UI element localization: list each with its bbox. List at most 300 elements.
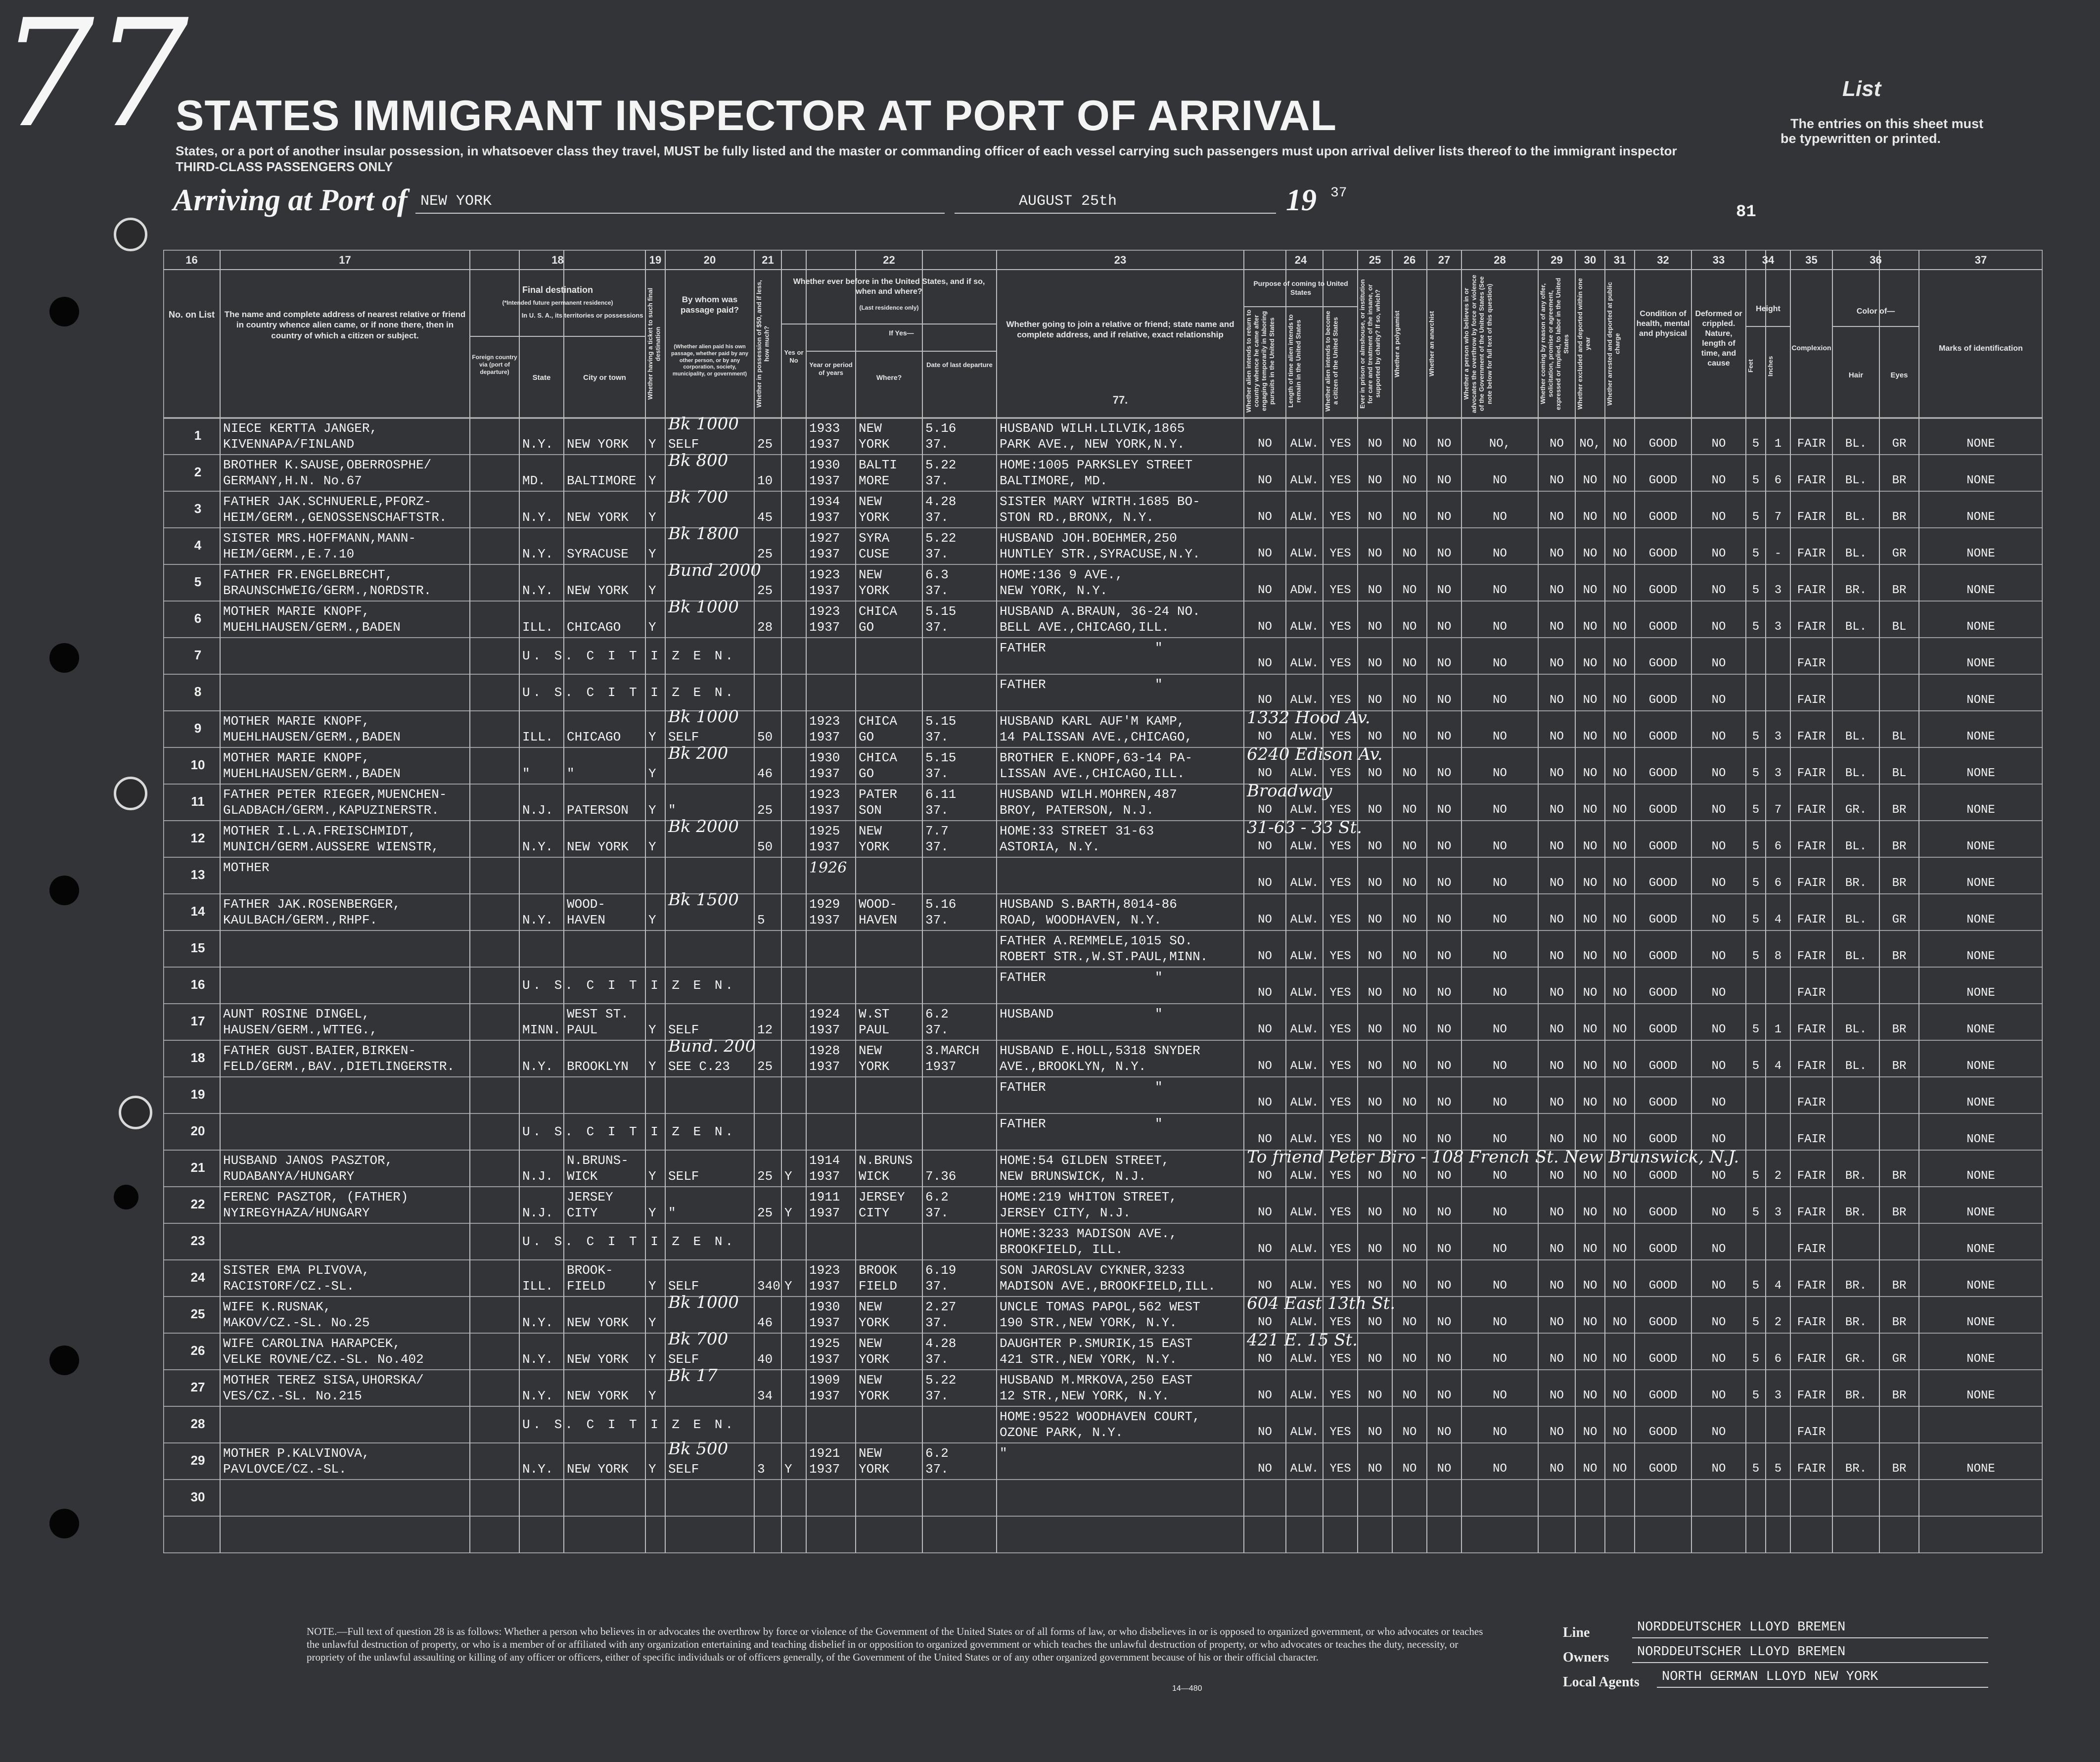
join-line-2: LISSAN AVE.,CHICAGO,ILL. bbox=[1000, 766, 1185, 781]
relative-line-2: HEIM/GERM.,E.7.10 bbox=[223, 547, 355, 561]
header-prison: Ever in prison or almshouse, or institution for care and treatment of the insane, or supported by charity? If so, which? bbox=[1359, 279, 1382, 409]
destination-city: NEW YORK bbox=[567, 839, 629, 854]
column-number: 34 bbox=[1762, 254, 1775, 266]
relative-line-1: MOTHER P.KALVINOVA, bbox=[223, 1446, 370, 1461]
purpose-length: ALW. bbox=[1290, 840, 1319, 853]
complexion: FAIR bbox=[1797, 694, 1826, 707]
where-line-1: NEW bbox=[859, 421, 882, 436]
answer-deported: NO bbox=[1612, 730, 1627, 743]
ticket-flag: Y bbox=[648, 620, 656, 635]
where-line-2: PAUL bbox=[859, 1022, 890, 1037]
ticket-flag: Y bbox=[648, 473, 656, 488]
footer-agents-label: Local Agents bbox=[1563, 1674, 1640, 1690]
eye-color: BR bbox=[1892, 1279, 1907, 1293]
height-feet: 5 bbox=[1752, 1206, 1760, 1219]
answer-deported: NO bbox=[1612, 657, 1627, 670]
purpose-length: ALW. bbox=[1290, 913, 1319, 927]
binder-hole bbox=[49, 876, 79, 905]
relative-line-1: BROTHER K.SAUSE,OBERROSPHE/ bbox=[223, 458, 432, 472]
departure-line-2: 37. bbox=[925, 1352, 949, 1367]
deformed: NO bbox=[1711, 584, 1726, 597]
ticket-flag: Y bbox=[648, 547, 656, 561]
footer-agents-rule bbox=[1657, 1687, 1988, 1688]
year-first: 1930 bbox=[809, 750, 840, 765]
relative-line-2: MAKOV/CZ.-SL. No.25 bbox=[223, 1315, 370, 1330]
deformed: NO bbox=[1711, 1133, 1726, 1146]
purpose-length: ALW. bbox=[1290, 1023, 1319, 1036]
destination-state: ILL. bbox=[522, 1279, 553, 1294]
binder-hole bbox=[49, 643, 79, 673]
purpose-return: NO bbox=[1258, 767, 1272, 780]
deformed: NO bbox=[1711, 1426, 1726, 1439]
year-last: 1937 bbox=[809, 803, 840, 818]
header-last-residence: (Last residence only) bbox=[859, 304, 919, 311]
header-hair: Hair bbox=[1848, 371, 1864, 379]
header-passage-paid: By whom was passage paid? bbox=[680, 295, 739, 315]
departure-line-1: 5.22 bbox=[925, 531, 957, 546]
answer-polygamist: NO bbox=[1402, 547, 1417, 560]
answer-labor-offer: NO bbox=[1550, 1133, 1564, 1146]
answer-anarchist: NO bbox=[1437, 1023, 1452, 1036]
answer-prison: NO bbox=[1368, 1133, 1382, 1146]
purpose-citizen: YES bbox=[1329, 510, 1351, 524]
answer-prison: NO bbox=[1368, 437, 1382, 451]
purpose-return: NO bbox=[1258, 1426, 1272, 1439]
where-line-1: NEW bbox=[859, 494, 882, 509]
purpose-return: NO bbox=[1258, 1060, 1272, 1073]
join-line-1: FATHER A.REMMELE,1015 SO. bbox=[1000, 933, 1193, 948]
money-amount: 340 bbox=[757, 1279, 780, 1294]
relative-line-2: GLADBACH/GERM.,KAPUZINERSTR. bbox=[223, 803, 439, 818]
join-line-1: HOME:1005 PARKSLEY STREET bbox=[1000, 458, 1193, 472]
health-condition: GOOD bbox=[1648, 1352, 1678, 1366]
where-line-2: YORK bbox=[859, 1352, 890, 1367]
money-amount: 45 bbox=[757, 510, 773, 525]
relative-line-1: HUSBAND JANOS PASZTOR, bbox=[223, 1153, 393, 1168]
form-class-note: THIRD-CLASS PASSENGERS ONLY bbox=[176, 159, 393, 174]
destination-state: N.Y. bbox=[522, 1315, 553, 1330]
destination-city: CHICAGO bbox=[567, 730, 621, 744]
answer-prison: NO bbox=[1368, 1389, 1382, 1402]
destination-state: N.Y. bbox=[522, 913, 553, 927]
answer-overthrow: NO bbox=[1493, 1133, 1507, 1146]
ticket-flag: Y bbox=[648, 583, 656, 598]
answer-polygamist: NO bbox=[1402, 1096, 1417, 1110]
purpose-return: NO bbox=[1258, 950, 1272, 963]
row-number: 22 bbox=[190, 1197, 205, 1211]
answer-labor-offer: NO bbox=[1550, 803, 1564, 817]
health-condition: GOOD bbox=[1648, 437, 1678, 451]
footer-line-rule bbox=[1632, 1637, 1988, 1638]
join-line-2: BELL AVE.,CHICAGO,ILL. bbox=[1000, 620, 1170, 635]
row-number: 30 bbox=[190, 1489, 205, 1504]
answer-polygamist: NO bbox=[1402, 437, 1417, 451]
purpose-return: NO bbox=[1258, 584, 1272, 597]
header-going-to-join: Whether going to join a relative or friend; state name and complete address, and if relative, exact relationship bbox=[1006, 320, 1234, 340]
relative-line-2: VELKE ROVNE/CZ.-SL. No.402 bbox=[223, 1352, 424, 1367]
answer-excluded: NO bbox=[1583, 657, 1598, 670]
join-line-1: FATHER bbox=[1000, 641, 1046, 655]
header-24b: Length of time alien intends to remain in the United States bbox=[1287, 314, 1302, 408]
answer-polygamist: NO bbox=[1402, 657, 1417, 670]
year-first: 1924 bbox=[809, 1007, 840, 1021]
answer-overthrow: NO bbox=[1493, 767, 1507, 780]
year-first: 1911 bbox=[809, 1190, 840, 1205]
departure-line-1: 6.2 bbox=[925, 1007, 949, 1021]
health-condition: GOOD bbox=[1648, 986, 1678, 1000]
deformed: NO bbox=[1711, 803, 1726, 817]
money-amount: 46 bbox=[757, 766, 773, 781]
where-line-2: SON bbox=[859, 803, 882, 818]
height-feet: 5 bbox=[1752, 1316, 1760, 1329]
row-number: 9 bbox=[194, 721, 202, 736]
purpose-citizen: YES bbox=[1329, 620, 1351, 634]
deformed: NO bbox=[1711, 1206, 1726, 1219]
relative-line-2: RUDABANYA/HUNGARY bbox=[223, 1169, 355, 1184]
column-number: 27 bbox=[1438, 254, 1451, 266]
departure-line-1: 3.MARCH bbox=[925, 1043, 980, 1058]
year-first: 1927 bbox=[809, 531, 840, 546]
where-line-1: NEW bbox=[859, 1299, 882, 1314]
answer-anarchist: NO bbox=[1437, 950, 1452, 963]
header-no-on-list: No. on List bbox=[169, 310, 215, 320]
answer-anarchist: NO bbox=[1437, 510, 1452, 524]
form-subtitle: States, or a port of another insular possession, in whatsoever class they travel, MUST be fully listed and the master or commanding officer of each vessel carrying such passengers must upon arrival deliver lists thereof to the immigrant inspector bbox=[176, 143, 1677, 158]
identification-marks: NONE bbox=[1966, 767, 1995, 780]
join-line-1: HUSBAND bbox=[1000, 1007, 1054, 1021]
health-condition: GOOD bbox=[1648, 657, 1678, 670]
where-line-1: PATER bbox=[859, 787, 898, 802]
header-health: Condition of health, mental and physical bbox=[1636, 310, 1690, 338]
departure-line-1: 4.28 bbox=[925, 1336, 957, 1351]
purpose-length: ADW. bbox=[1290, 584, 1319, 597]
year-first: 1925 bbox=[809, 1336, 840, 1351]
height-feet: 5 bbox=[1752, 437, 1760, 451]
relative-line-1: MOTHER MARIE KNOPF, bbox=[223, 604, 370, 619]
list-instructions-1: The entries on this sheet must bbox=[1790, 116, 1984, 131]
height-inches: 1 bbox=[1774, 1023, 1782, 1036]
destination-city: BROOKLYN bbox=[567, 1059, 629, 1074]
departure-line-2: 37. bbox=[925, 620, 949, 635]
answer-anarchist: NO bbox=[1437, 620, 1452, 634]
answer-labor-offer: NO bbox=[1550, 1389, 1564, 1402]
answer-prison: NO bbox=[1368, 877, 1382, 890]
answer-overthrow: NO bbox=[1493, 620, 1507, 634]
health-condition: GOOD bbox=[1648, 1389, 1678, 1402]
departure-line-2: 37. bbox=[925, 1022, 949, 1037]
answer-labor-offer: NO bbox=[1550, 913, 1564, 927]
answer-deported: NO bbox=[1612, 1060, 1627, 1073]
health-condition: GOOD bbox=[1648, 1279, 1678, 1293]
destination-city-line-2: PAUL bbox=[567, 1022, 598, 1037]
purpose-return: NO bbox=[1258, 803, 1272, 817]
join-line-2: ROBERT STR.,W.ST.PAUL,MINN. bbox=[1000, 949, 1208, 964]
where-line-2: WICK bbox=[859, 1169, 890, 1184]
year-last: 1937 bbox=[809, 437, 840, 452]
money-amount: 5 bbox=[757, 913, 765, 927]
identification-marks: NONE bbox=[1966, 730, 1995, 743]
header-anarchist: Whether an anarchist bbox=[1428, 311, 1435, 377]
ticket-flag: Y bbox=[648, 510, 656, 525]
departure-line-2: 37. bbox=[925, 547, 949, 561]
identification-marks: NONE bbox=[1966, 694, 1995, 707]
eye-color: BR bbox=[1892, 1206, 1907, 1219]
purpose-length: ALW. bbox=[1290, 510, 1319, 524]
destination-city: NEW YORK bbox=[567, 1315, 629, 1330]
money-amount: 25 bbox=[757, 1059, 773, 1074]
height-feet: 5 bbox=[1752, 803, 1760, 817]
answer-polygamist: NO bbox=[1402, 1060, 1417, 1073]
relative-line-2: BRAUNSCHWEIG/GERM.,NORDSTR. bbox=[223, 583, 432, 598]
column-number: 32 bbox=[1657, 254, 1669, 266]
binder-ring bbox=[119, 1096, 152, 1129]
complexion: FAIR bbox=[1797, 1389, 1826, 1402]
row-number: 18 bbox=[190, 1050, 205, 1065]
destination-state: MINN. bbox=[522, 1022, 561, 1037]
complexion: FAIR bbox=[1797, 1206, 1826, 1219]
join-line-2: ROAD, WOODHAVEN, N.Y. bbox=[1000, 913, 1162, 927]
answer-labor-offer: NO bbox=[1550, 1096, 1564, 1110]
form-title: STATES IMMIGRANT INSPECTOR AT PORT OF ARRIVAL bbox=[176, 92, 1337, 139]
column-number: 25 bbox=[1369, 254, 1381, 266]
eye-color: BR bbox=[1892, 510, 1907, 524]
answer-anarchist: NO bbox=[1437, 1206, 1452, 1219]
year-last: 1937 bbox=[809, 583, 840, 598]
purpose-length: ALW. bbox=[1290, 657, 1319, 670]
destination-state: MD. bbox=[522, 473, 546, 488]
answer-deported: NO bbox=[1612, 767, 1627, 780]
hair-color: BR. bbox=[1845, 1206, 1867, 1219]
identification-marks: NONE bbox=[1966, 584, 1995, 597]
answer-labor-offer: NO bbox=[1550, 767, 1564, 780]
passage-paid-by: SELF bbox=[668, 437, 699, 452]
hair-color: BL. bbox=[1845, 547, 1867, 560]
ever-before-yes-no: Y bbox=[784, 1279, 792, 1294]
answer-polygamist: NO bbox=[1402, 730, 1417, 743]
column-number: 23 bbox=[1114, 254, 1127, 266]
answer-anarchist: NO bbox=[1437, 1389, 1452, 1402]
answer-polygamist: NO bbox=[1402, 803, 1417, 817]
departure-line-2: 37. bbox=[925, 1462, 949, 1477]
eye-color: GR bbox=[1892, 547, 1907, 560]
answer-deported: NO bbox=[1612, 437, 1627, 451]
answer-polygamist: NO bbox=[1402, 510, 1417, 524]
purpose-citizen: YES bbox=[1329, 1206, 1351, 1219]
identification-marks: NONE bbox=[1966, 1389, 1995, 1402]
departure-line-1: 5.15 bbox=[925, 750, 957, 765]
purpose-citizen: YES bbox=[1329, 694, 1351, 707]
passage-paid-by: SELF bbox=[668, 1462, 699, 1477]
header-money: Whether in possession of $50, and if less, how much? bbox=[755, 280, 771, 408]
handwritten-bank-note: Bk 1000 bbox=[668, 1293, 739, 1312]
join-line-2: NEW BRUNSWICK, N.J. bbox=[1000, 1169, 1146, 1184]
health-condition: GOOD bbox=[1648, 547, 1678, 560]
header-feet: Feet bbox=[1747, 359, 1754, 373]
header-yes-no: Yes or No bbox=[784, 349, 804, 365]
where-line-1: NEW bbox=[859, 1043, 882, 1058]
relative-line-1: FATHER JAK.ROSENBERGER, bbox=[223, 897, 401, 912]
eye-color: BR bbox=[1892, 1060, 1907, 1073]
departure-line-2: 37. bbox=[925, 1206, 949, 1220]
year-last: 1937 bbox=[809, 730, 840, 744]
health-condition: GOOD bbox=[1648, 1096, 1678, 1110]
answer-anarchist: NO bbox=[1437, 803, 1452, 817]
answer-polygamist: NO bbox=[1402, 1462, 1417, 1476]
us-citizen-note: U. S. C I T I Z E N. bbox=[522, 1234, 736, 1249]
answer-excluded: NO bbox=[1583, 1169, 1598, 1183]
identification-marks: NONE bbox=[1966, 1279, 1995, 1293]
relative-line-2: KAULBACH/GERM.,RHPF. bbox=[223, 913, 378, 927]
destination-state: N.Y. bbox=[522, 437, 553, 452]
identification-marks: NONE bbox=[1966, 547, 1995, 560]
form-number: 14—480 bbox=[1172, 1684, 1202, 1693]
answer-polygamist: NO bbox=[1402, 1243, 1417, 1256]
height-inches: 8 bbox=[1774, 950, 1782, 963]
where-line-1: CHICA bbox=[859, 604, 898, 619]
purpose-citizen: YES bbox=[1329, 584, 1351, 597]
answer-deported: NO bbox=[1612, 1169, 1627, 1183]
row-number: 26 bbox=[190, 1343, 205, 1358]
header-complexion: Complexion bbox=[1791, 344, 1831, 352]
header-final-destination-note: (*Intended future permanent residence) bbox=[502, 299, 613, 306]
answer-anarchist: NO bbox=[1437, 1169, 1452, 1183]
answer-polygamist: NO bbox=[1402, 1023, 1417, 1036]
money-amount: 10 bbox=[757, 473, 773, 488]
answer-excluded: NO bbox=[1583, 1279, 1598, 1293]
answer-polygamist: NO bbox=[1402, 1352, 1417, 1366]
ditto-mark: " bbox=[1155, 1007, 1163, 1021]
destination-city: NEW YORK bbox=[567, 1462, 629, 1477]
join-line-1: HOME:54 GILDEN STREET, bbox=[1000, 1153, 1170, 1168]
row-number: 1 bbox=[194, 428, 202, 443]
answer-labor-offer: NO bbox=[1550, 1316, 1564, 1329]
destination-state: N.J. bbox=[522, 1169, 553, 1184]
answer-deported: NO bbox=[1612, 840, 1627, 853]
answer-overthrow: NO bbox=[1493, 657, 1507, 670]
purpose-citizen: YES bbox=[1329, 767, 1351, 780]
purpose-citizen: YES bbox=[1329, 1426, 1351, 1439]
year-last: 1937 bbox=[809, 913, 840, 927]
arrival-date: AUGUST 25th bbox=[1019, 193, 1117, 210]
column-number: 20 bbox=[703, 254, 716, 266]
identification-marks: NONE bbox=[1966, 1352, 1995, 1366]
passage-paid-by: SELF bbox=[668, 1352, 699, 1367]
column-number: 33 bbox=[1712, 254, 1725, 266]
height-feet: 5 bbox=[1752, 1169, 1760, 1183]
health-condition: GOOD bbox=[1648, 474, 1678, 487]
answer-polygamist: NO bbox=[1402, 913, 1417, 927]
answer-polygamist: NO bbox=[1402, 840, 1417, 853]
where-line-1: CHICA bbox=[859, 750, 898, 765]
answer-overthrow: NO bbox=[1493, 1389, 1507, 1402]
complexion: FAIR bbox=[1797, 584, 1826, 597]
where-line-1: NEW bbox=[859, 567, 882, 582]
destination-state: " bbox=[522, 766, 530, 781]
answer-overthrow: NO bbox=[1493, 1426, 1507, 1439]
header-eyes: Eyes bbox=[1890, 371, 1908, 379]
answer-deported: NO bbox=[1612, 913, 1627, 927]
answer-overthrow: NO bbox=[1493, 1352, 1507, 1366]
departure-line-1: 5.15 bbox=[925, 714, 957, 729]
header-year: Year or period of years bbox=[809, 361, 853, 377]
destination-city-line-2: CITY bbox=[567, 1206, 598, 1220]
hair-color: BR. bbox=[1845, 1389, 1867, 1402]
answer-overthrow: NO bbox=[1493, 950, 1507, 963]
height-feet: 5 bbox=[1752, 1023, 1760, 1036]
relative-line-1: FATHER PETER RIEGER,MUENCHEN- bbox=[223, 787, 447, 802]
purpose-citizen: YES bbox=[1329, 437, 1351, 451]
height-inches: 7 bbox=[1774, 803, 1782, 817]
join-line-1: HUSBAND WILH.LILVIK,1865 bbox=[1000, 421, 1185, 436]
handwritten-address: 421 E. 15 St. bbox=[1247, 1330, 1358, 1350]
where-line-2: CUSE bbox=[859, 547, 890, 561]
deformed: NO bbox=[1711, 877, 1726, 890]
departure-line-2: 37. bbox=[925, 1315, 949, 1330]
eye-color: GR bbox=[1892, 1352, 1907, 1366]
answer-polygamist: NO bbox=[1402, 1206, 1417, 1219]
column-number: 16 bbox=[185, 254, 198, 266]
identification-marks: NONE bbox=[1966, 474, 1995, 487]
deformed: NO bbox=[1711, 510, 1726, 524]
header-date-departure: Date of last departure bbox=[926, 361, 993, 369]
eye-color: BL bbox=[1892, 767, 1907, 780]
deformed: NO bbox=[1711, 913, 1726, 927]
answer-anarchist: NO bbox=[1437, 913, 1452, 927]
health-condition: GOOD bbox=[1648, 1060, 1678, 1073]
eye-color: BL bbox=[1892, 730, 1907, 743]
purpose-return: NO bbox=[1258, 1462, 1272, 1476]
answer-prison: NO bbox=[1368, 730, 1382, 743]
answer-deported: NO bbox=[1612, 1279, 1627, 1293]
answer-deported: NO bbox=[1612, 950, 1627, 963]
row-number: 12 bbox=[190, 831, 205, 845]
ditto-mark: " bbox=[1155, 970, 1163, 985]
departure-line-1: 6.19 bbox=[925, 1263, 957, 1278]
money-amount: 25 bbox=[757, 1169, 773, 1184]
departure-line-2: 37. bbox=[925, 839, 949, 854]
passage-paid-by: SELF bbox=[668, 730, 699, 744]
complexion: FAIR bbox=[1797, 1169, 1826, 1183]
answer-excluded: NO bbox=[1583, 510, 1598, 524]
purpose-return: NO bbox=[1258, 657, 1272, 670]
departure-line-2: 37. bbox=[925, 803, 949, 818]
year-first: 1909 bbox=[809, 1373, 840, 1388]
answer-excluded: NO bbox=[1583, 1462, 1598, 1476]
handwritten-bank-note: Bk 200 bbox=[668, 743, 729, 763]
purpose-length: ALW. bbox=[1290, 1462, 1319, 1476]
deformed: NO bbox=[1711, 950, 1726, 963]
money-amount: 34 bbox=[757, 1389, 773, 1403]
relative-line-2: HAUSEN/GERM.,WTTEG., bbox=[223, 1022, 378, 1037]
deformed: NO bbox=[1711, 547, 1726, 560]
join-line-2: STON RD.,BRONX, N.Y. bbox=[1000, 510, 1154, 525]
where-line-2: MORE bbox=[859, 473, 890, 488]
answer-anarchist: NO bbox=[1437, 840, 1452, 853]
header-overthrow: Whether a person who believes in or advocates the overthrow by force or violence of the Government of the United States (See note below for full text of this question) bbox=[1462, 275, 1493, 413]
complexion: FAIR bbox=[1797, 657, 1826, 670]
height-inches: - bbox=[1774, 547, 1782, 560]
join-line-1: SISTER MARY WIRTH.1685 BO- bbox=[1000, 494, 1200, 509]
deformed: NO bbox=[1711, 1023, 1726, 1036]
answer-prison: NO bbox=[1368, 1462, 1382, 1476]
year-last: 1937 bbox=[809, 620, 840, 635]
answer-excluded: NO bbox=[1583, 547, 1598, 560]
destination-city-line-1: BROOK- bbox=[567, 1263, 613, 1278]
deformed: NO bbox=[1711, 1389, 1726, 1402]
height-feet: 5 bbox=[1752, 913, 1760, 927]
answer-prison: NO bbox=[1368, 620, 1382, 634]
destination-city-line-1: JERSEY bbox=[567, 1190, 613, 1205]
